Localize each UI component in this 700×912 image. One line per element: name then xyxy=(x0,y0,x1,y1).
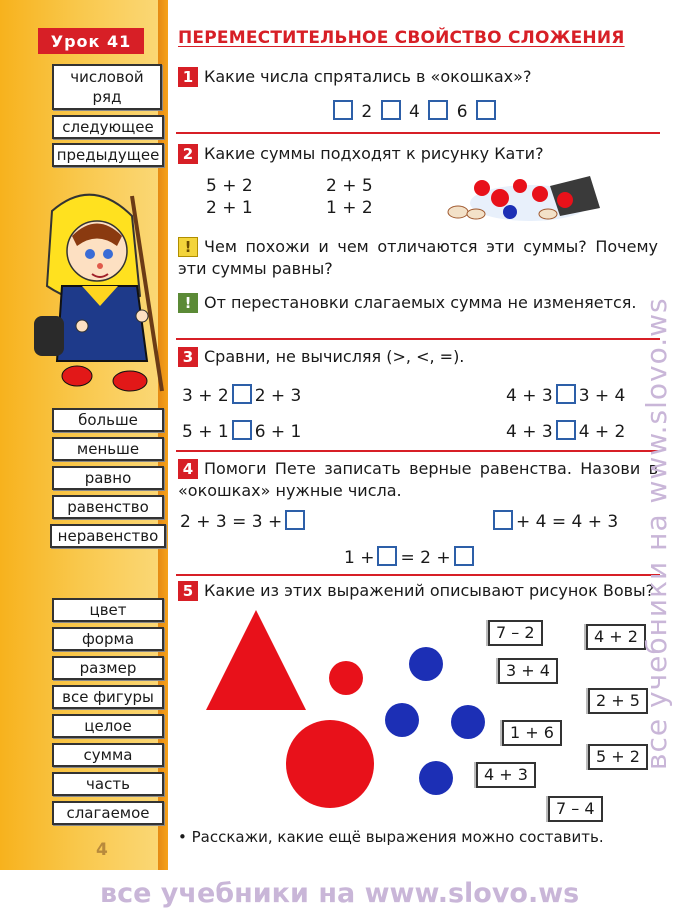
expression-card[interactable]: 4 + 3 xyxy=(476,762,536,788)
vocab-inequality: неравенство xyxy=(50,524,166,548)
compare-2: 4 + 3 3 + 4 xyxy=(506,386,626,406)
watermark-bottom: все учебники на www.slovo.ws xyxy=(100,878,580,909)
task-number: 2 xyxy=(178,144,198,164)
vocab-sum: сумма xyxy=(52,743,164,767)
answer-box[interactable] xyxy=(333,100,353,120)
answer-box[interactable] xyxy=(556,384,576,404)
watermark-vertical: все учебники на www.slovo.ws xyxy=(640,297,673,770)
task-5 xyxy=(178,580,658,602)
rule-icon: ! xyxy=(178,293,198,313)
answer-box[interactable] xyxy=(476,100,496,120)
discussion-question xyxy=(178,236,658,280)
lesson-tag: Урок 41 xyxy=(38,28,144,54)
divider xyxy=(176,450,660,452)
compare-4: 4 + 3 4 + 2 xyxy=(506,422,626,442)
katya-illustration xyxy=(22,176,172,396)
expression-card[interactable]: 5 + 2 xyxy=(588,744,648,770)
blue-circle xyxy=(409,647,443,681)
vocab-color: цвет xyxy=(52,598,164,622)
answer-box[interactable] xyxy=(381,100,401,120)
task-text: Сравни, не вычисляя (>, <, =). xyxy=(204,347,465,366)
divider xyxy=(176,132,660,134)
answer-box[interactable] xyxy=(285,510,305,530)
vocab-part: часть xyxy=(52,772,164,796)
task-number: 4 xyxy=(178,459,198,479)
small-red-circle xyxy=(329,661,363,695)
mushrooms-berries-illustration xyxy=(440,168,610,226)
row-number: 6 xyxy=(456,102,468,122)
large-red-circle xyxy=(286,720,374,808)
equality-1: 2 + 3 = 3 + xyxy=(180,510,308,532)
row-number: 2 xyxy=(361,102,373,122)
expression-card[interactable]: 4 + 2 xyxy=(586,624,646,650)
vocab-equality: равенство xyxy=(52,495,164,519)
vocab-whole: целое xyxy=(52,714,164,738)
blue-circle xyxy=(451,705,485,739)
sum-4: 1 + 2 xyxy=(326,198,373,218)
task-number: 5 xyxy=(178,581,198,601)
answer-box[interactable] xyxy=(493,510,513,530)
answer-box[interactable] xyxy=(232,420,252,440)
page-number: 4 xyxy=(96,840,108,860)
expression-card[interactable]: 3 + 4 xyxy=(498,658,558,684)
shapes-illustration xyxy=(200,604,500,824)
task-text: Какие числа спрятались в «окошках»? xyxy=(204,67,532,86)
task-5-note: • Расскажи, какие ещё выражения можно составить. xyxy=(178,828,604,846)
vocab-more: больше xyxy=(52,408,164,432)
task-4 xyxy=(178,458,658,502)
expression-card[interactable]: 2 + 5 xyxy=(588,688,648,714)
task-text: Помоги Пете записать верные равенства. Назови в «окошках» нужные числа. xyxy=(178,459,658,500)
expression-card[interactable]: 7 – 2 xyxy=(488,620,543,646)
number-row xyxy=(330,100,499,122)
expression-card[interactable]: 7 – 4 xyxy=(548,796,603,822)
task-1 xyxy=(178,66,658,88)
task-number: 1 xyxy=(178,67,198,87)
compare-3: 5 + 1 6 + 1 xyxy=(182,422,302,442)
red-triangle xyxy=(206,610,306,710)
blue-circle xyxy=(419,761,453,795)
row-number: 4 xyxy=(409,102,420,122)
expression-card[interactable]: 1 + 6 xyxy=(502,720,562,746)
task-2 xyxy=(178,143,658,165)
vocab-next: следующее xyxy=(52,115,164,139)
divider xyxy=(176,338,660,340)
answer-box[interactable] xyxy=(377,546,397,566)
vocab-shape: форма xyxy=(52,627,164,651)
task-text: Какие суммы подходят к рисунку Кати? xyxy=(204,144,544,163)
page-title: ПЕРЕМЕСТИТЕЛЬНОЕ СВОЙСТВО СЛОЖЕНИЯ xyxy=(178,28,625,48)
sum-1: 5 + 2 xyxy=(206,176,253,196)
vocab-less: меньше xyxy=(52,437,164,461)
question-mark-icon: ! xyxy=(178,237,198,257)
sum-2: 2 + 5 xyxy=(326,176,373,196)
vocab-equal: равно xyxy=(52,466,164,490)
equality-2: + 4 = 4 + 3 xyxy=(490,510,618,532)
vocab-previous: предыдущее xyxy=(52,143,164,167)
sum-3: 2 + 1 xyxy=(206,198,253,218)
answer-box[interactable] xyxy=(556,420,576,440)
rule-text: От перестановки слагаемых сумма не изменяется. xyxy=(204,293,637,312)
answer-box[interactable] xyxy=(232,384,252,404)
vocab-size: размер xyxy=(52,656,164,680)
question-text: Чем похожи и чем отличаются эти суммы? Почему эти суммы равны? xyxy=(178,237,658,278)
task-text: Какие из этих выражений описывают рисунок Вовы? xyxy=(204,581,655,600)
rule xyxy=(178,292,658,314)
task-number: 3 xyxy=(178,347,198,367)
vocab-number-row: числовой ряд xyxy=(52,64,162,110)
task-3 xyxy=(178,346,658,368)
compare-1: 3 + 2 2 + 3 xyxy=(182,386,302,406)
blue-circle xyxy=(385,703,419,737)
answer-box[interactable] xyxy=(454,546,474,566)
vocab-all-figures: все фигуры xyxy=(52,685,164,709)
vocab-addend: слагаемое xyxy=(52,801,164,825)
answer-box[interactable] xyxy=(428,100,448,120)
equality-3: 1 + = 2 + xyxy=(344,546,477,568)
divider xyxy=(176,574,660,576)
